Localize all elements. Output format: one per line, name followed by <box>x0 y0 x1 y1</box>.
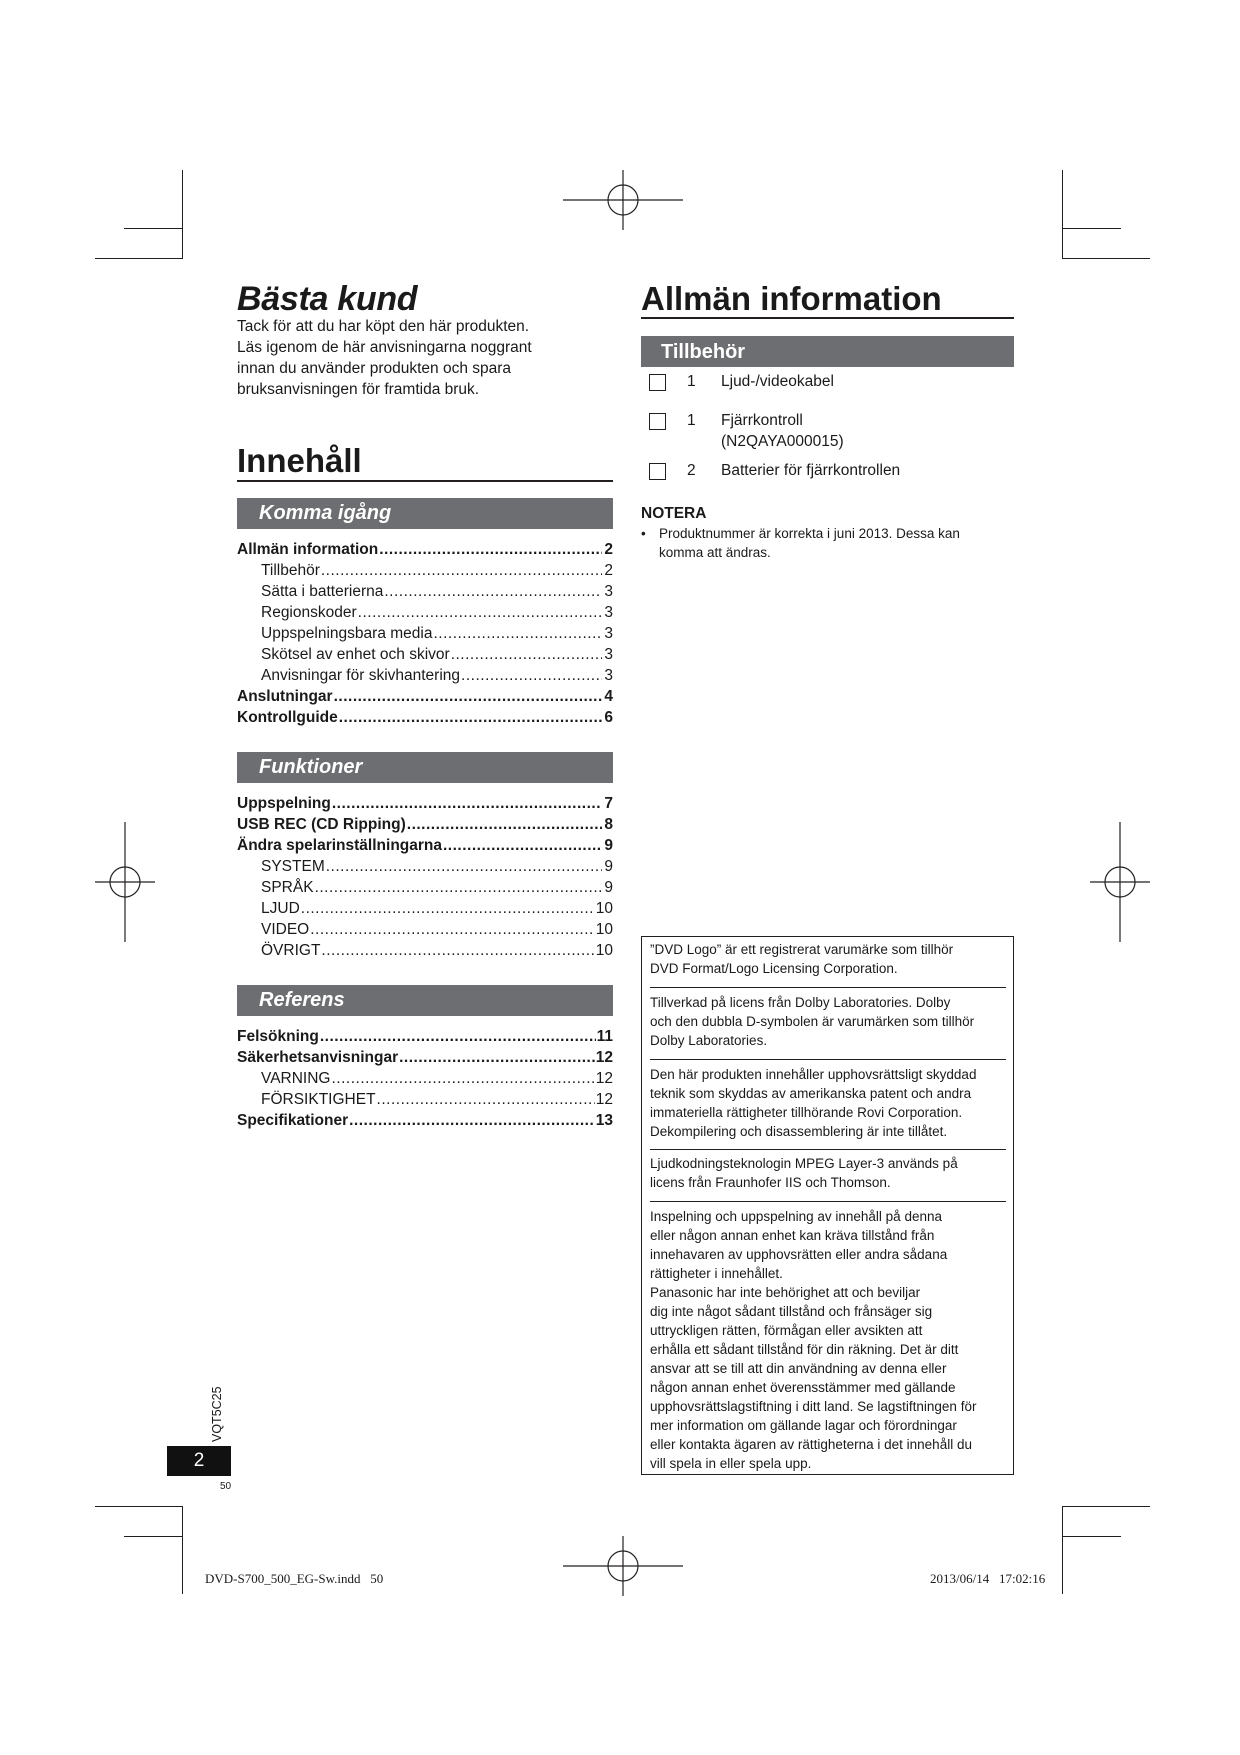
toc-page: 9 <box>604 858 613 875</box>
legal-line: Den här produkten innehåller upphovsrättsligt skyddad <box>650 1067 977 1082</box>
toc-label: Ändra spelarinställningarna <box>237 837 442 854</box>
toc-page: 6 <box>604 709 613 726</box>
toc-entry[interactable] <box>237 625 613 646</box>
toc-leader <box>315 879 602 897</box>
crop-mark <box>124 1536 183 1537</box>
toc-label: Anslutningar <box>237 688 333 705</box>
section-heading: Referens <box>259 989 345 1011</box>
crop-mark <box>1062 170 1063 258</box>
toc-entry[interactable] <box>237 688 613 709</box>
accessory-name <box>721 410 844 452</box>
section-heading-bar <box>237 752 613 783</box>
crop-mark <box>1062 1506 1063 1594</box>
toc-page: 13 <box>595 1112 613 1129</box>
toc-entry[interactable] <box>237 858 613 879</box>
toc-entry[interactable] <box>237 1028 613 1049</box>
registration-mark-icon <box>1090 822 1150 942</box>
toc-entry[interactable] <box>237 667 613 688</box>
toc-list <box>237 795 613 963</box>
legal-line: rättigheter i innehållet. <box>650 1266 783 1281</box>
crop-mark <box>1062 1536 1121 1537</box>
toc-label: Specifikationer <box>237 1112 349 1129</box>
legal-notice-box <box>641 936 1014 1475</box>
legal-line: Ljudkodningsteknologin MPEG Layer-3 används på <box>650 1156 958 1171</box>
toc-leader <box>399 1049 595 1067</box>
toc-entry[interactable] <box>237 1112 613 1133</box>
registration-mark-icon <box>563 1536 683 1596</box>
toc-entry[interactable] <box>237 795 613 816</box>
section-heading-bar <box>237 498 613 529</box>
note-line: komma att ändras. <box>659 545 771 560</box>
accessory-line: (N2QAYA000015) <box>721 433 844 450</box>
note-heading: NOTERA <box>641 505 707 522</box>
legal-line: eller någon annan enhet kan kräva tillstånd från <box>650 1228 935 1243</box>
toc-leader <box>331 1070 594 1088</box>
toc-entry[interactable] <box>237 921 613 942</box>
toc-entry[interactable] <box>237 900 613 921</box>
legal-line: upphovsrättslagstiftning i ditt land. Se lagstiftningen för <box>650 1399 977 1414</box>
crop-mark <box>182 170 183 258</box>
legal-paragraph <box>650 1065 1006 1141</box>
section-title: Allmän information <box>641 280 942 317</box>
toc-page: 2 <box>604 562 613 579</box>
crop-mark <box>124 228 183 229</box>
toc-label: Allmän information <box>237 541 379 558</box>
toc-label: SPRÅK <box>261 879 314 896</box>
toc-entry[interactable] <box>237 562 613 583</box>
section-heading: Funktioner <box>259 756 363 778</box>
legal-line: någon annan enhet överensstämmer med gällande <box>650 1380 956 1395</box>
toc-entry[interactable] <box>237 1070 613 1091</box>
contents-title-rule <box>237 480 613 482</box>
toc-page: 3 <box>604 646 613 663</box>
toc-page: 4 <box>604 688 613 705</box>
legal-paragraph <box>650 940 1006 978</box>
accessory-item <box>649 410 1009 454</box>
toc-entry[interactable] <box>237 942 613 963</box>
legal-line: Inspelning och uppspelning av innehåll på denna <box>650 1209 942 1224</box>
accessory-qty: 1 <box>687 373 696 390</box>
note-line: Produktnummer är korrekta i juni 2013. Dessa kan <box>659 526 960 541</box>
greeting-text <box>237 316 617 400</box>
toc-page: 11 <box>596 1028 613 1045</box>
toc-label: FÖRSIKTIGHET <box>261 1091 376 1108</box>
accessories-heading: Tillbehör <box>661 341 746 363</box>
legal-line: ”DVD Logo” är ett registrerat varumärke som tillhör <box>650 942 954 957</box>
toc-leader <box>310 921 595 939</box>
checkbox-icon[interactable] <box>649 463 666 480</box>
toc-leader <box>451 646 602 664</box>
toc-label: Kontrollguide <box>237 709 338 726</box>
toc-label: Uppspelning <box>237 795 331 812</box>
toc-leader <box>349 1112 595 1130</box>
toc-page: 3 <box>604 625 613 642</box>
toc-label: USB REC (CD Ripping) <box>237 816 406 833</box>
toc-page: 12 <box>595 1049 613 1066</box>
toc-page: 3 <box>604 583 613 600</box>
legal-line: Dolby Laboratories. <box>650 1033 768 1048</box>
legal-line: Panasonic har inte behörighet att och beviljar <box>650 1285 921 1300</box>
crop-mark <box>1062 1506 1150 1507</box>
toc-label: VARNING <box>261 1070 331 1087</box>
accessory-item <box>649 371 1009 395</box>
checkbox-icon[interactable] <box>649 374 666 391</box>
toc-label: Uppspelningsbara media <box>261 625 433 642</box>
crop-mark <box>1062 228 1121 229</box>
toc-leader <box>433 625 602 643</box>
registration-mark-icon <box>95 822 155 942</box>
toc-leader <box>334 688 602 706</box>
toc-page: 9 <box>604 837 613 854</box>
toc-leader <box>407 816 602 834</box>
page-number: 2 <box>167 1446 231 1476</box>
toc-list <box>237 1028 613 1133</box>
toc-label: SYSTEM <box>261 858 325 875</box>
crop-mark <box>1062 258 1150 259</box>
toc-leader <box>301 900 595 918</box>
legal-line: och den dubbla D-symbolen är varumärken som tillhör <box>650 1014 975 1029</box>
section-title-rule <box>641 317 1014 319</box>
greeting-line: bruksanvisningen för framtida bruk. <box>237 381 480 398</box>
greeting-line: innan du använder produkten och spara <box>237 360 512 377</box>
toc-page: 3 <box>604 667 613 684</box>
toc-leader <box>320 1028 596 1046</box>
toc-leader <box>339 709 602 727</box>
toc-entry[interactable] <box>237 1049 613 1070</box>
toc-label: Regionskoder <box>261 604 357 621</box>
toc-leader <box>332 795 602 813</box>
toc-leader <box>321 942 594 960</box>
legal-line: Dekompilering och disassemblering är inte tillåtet. <box>650 1124 948 1139</box>
legal-line: innehavaren av upphovsrätten eller andra sådana <box>650 1247 948 1262</box>
toc-label: Säkerhetsanvisningar <box>237 1049 399 1066</box>
crop-mark <box>95 1506 183 1507</box>
toc-leader <box>377 1091 595 1109</box>
toc-leader <box>358 604 602 622</box>
accessory-qty: 2 <box>687 462 696 479</box>
toc-entry[interactable] <box>237 879 613 900</box>
toc-page: 10 <box>595 921 613 938</box>
greeting-line: Tack för att du har köpt den här produkten. <box>237 318 530 335</box>
print-timestamp: 2013/06/14 17:02:16 <box>930 1571 1046 1586</box>
accessory-name: Batterier för fjärrkontrollen <box>721 462 901 479</box>
toc-leader <box>379 541 602 559</box>
legal-line: erhålla ett sådant tillstånd för din räkning. Det är ditt <box>650 1342 959 1357</box>
accessories-heading-bar <box>641 336 1014 367</box>
legal-paragraph <box>650 993 1006 1050</box>
crop-mark <box>182 1506 183 1594</box>
toc-leader <box>384 583 602 601</box>
toc-label: Felsökning <box>237 1028 319 1045</box>
toc-entry[interactable] <box>237 646 613 667</box>
toc-page: 12 <box>595 1070 613 1087</box>
toc-label: Sätta i batterierna <box>261 583 384 600</box>
legal-paragraph <box>650 1207 1006 1473</box>
toc-label: LJUD <box>261 900 300 917</box>
toc-entry[interactable] <box>237 1091 613 1112</box>
contents-title: Innehåll <box>237 442 362 479</box>
toc-page: 10 <box>595 942 613 959</box>
legal-line: DVD Format/Logo Licensing Corporation. <box>650 961 898 976</box>
toc-entry[interactable] <box>237 837 613 858</box>
registration-mark-icon <box>563 170 683 230</box>
accessory-line: Fjärrkontroll <box>721 412 803 429</box>
accessory-qty: 1 <box>687 412 696 429</box>
greeting-line: Läs igenom de här anvisningarna noggrant <box>237 339 532 356</box>
accessory-name: Ljud-/videokabel <box>721 373 834 390</box>
toc-page: 2 <box>604 541 613 558</box>
toc-page: 9 <box>604 879 613 896</box>
toc-leader <box>321 562 602 580</box>
section-heading: Komma igång <box>259 502 392 524</box>
toc-leader <box>326 858 602 876</box>
legal-line: uttryckligen rätten, förmågan eller avsikten att <box>650 1323 923 1338</box>
toc-page: 10 <box>595 900 613 917</box>
legal-line: ansvar att se till att din användning av denna eller <box>650 1361 947 1376</box>
greeting-title: Bästa kund <box>237 280 418 318</box>
checkbox-icon[interactable] <box>649 413 666 430</box>
legal-divider <box>650 1201 1006 1202</box>
toc-leader <box>443 837 602 855</box>
legal-divider <box>650 1149 1006 1150</box>
sub-page-number: 50 <box>220 1481 232 1492</box>
toc-page: 8 <box>604 816 613 833</box>
legal-paragraph <box>650 1154 1006 1192</box>
toc-page: 3 <box>604 604 613 621</box>
crop-mark <box>95 258 183 259</box>
legal-divider <box>650 987 1006 988</box>
legal-line: Tillverkad på licens från Dolby Laboratories. Dolby <box>650 995 951 1010</box>
toc-label: Anvisningar för skivhantering <box>261 667 461 684</box>
legal-line: eller kontakta ägaren av rättigheterna i det innehåll du <box>650 1437 972 1452</box>
toc-list <box>237 541 613 730</box>
toc-entry[interactable] <box>237 709 613 730</box>
toc-label: Tillbehör <box>261 562 320 579</box>
file-name: DVD-S700_500_EG-Sw.indd 50 <box>205 1571 384 1586</box>
toc-entry[interactable] <box>237 541 613 562</box>
toc-entry[interactable] <box>237 583 613 604</box>
toc-page: 12 <box>595 1091 613 1108</box>
toc-page: 7 <box>604 795 613 812</box>
toc-label: Skötsel av enhet och skivor <box>261 646 450 663</box>
toc-entry[interactable] <box>237 604 613 625</box>
section-heading-bar <box>237 985 613 1016</box>
toc-leader <box>461 667 602 685</box>
note-body <box>641 524 1011 562</box>
toc-entry[interactable] <box>237 816 613 837</box>
greeting-section <box>237 280 617 400</box>
legal-divider <box>650 1059 1006 1060</box>
legal-line: mer information om gällande lagar och förordningar <box>650 1418 957 1433</box>
toc-label: VIDEO <box>261 921 310 938</box>
legal-line: teknik som skyddas av amerikanska patent och andra <box>650 1086 972 1101</box>
legal-line: dig inte något sådant tillstånd och frånsäger sig <box>650 1304 933 1319</box>
bullet-icon: • <box>641 526 646 541</box>
legal-line: immateriella rättigheter tillhörande Rovi Corporation. <box>650 1105 963 1120</box>
note-block <box>641 505 1011 562</box>
document-code: VQT5C25 <box>210 1386 224 1442</box>
toc-label: ÖVRIGT <box>261 942 321 959</box>
legal-line: licens från Fraunhofer IIS och Thomson. <box>650 1175 891 1190</box>
accessory-item <box>649 460 1009 484</box>
legal-line: vill spela in eller spela upp. <box>650 1456 812 1471</box>
